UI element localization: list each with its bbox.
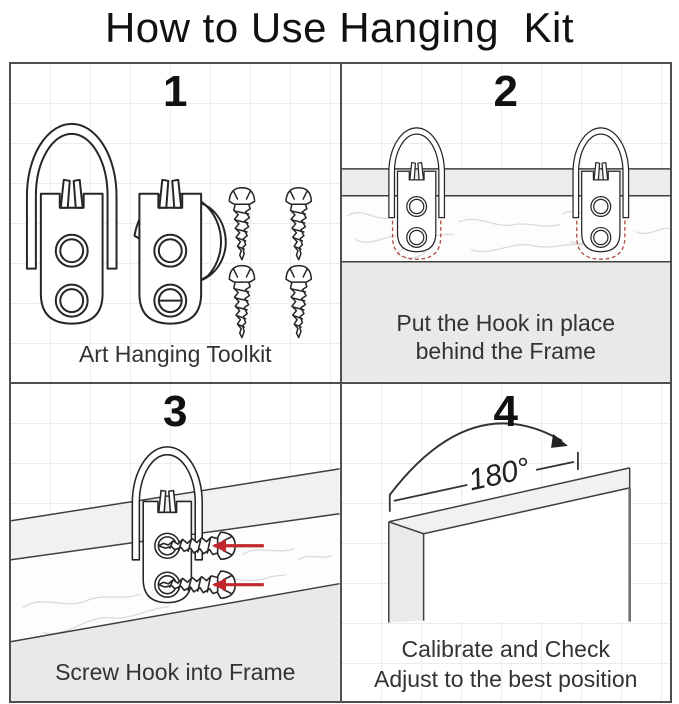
caption-line: Adjust to the best position — [374, 665, 638, 692]
step-caption-3 — [11, 658, 340, 686]
step-number-4: 4 — [493, 386, 518, 436]
screw-icon — [286, 266, 311, 338]
caption-line: behind the Frame — [415, 338, 596, 364]
steps-grid — [9, 62, 672, 703]
step-number-1: 1 — [163, 67, 188, 116]
screw-icon — [229, 188, 254, 260]
screw-icon — [286, 188, 311, 260]
step-panel-3 — [10, 383, 341, 703]
caption-line: Art Hanging Toolkit — [78, 341, 272, 367]
step-caption-4 — [342, 634, 671, 694]
d-ring-hanger-icon — [27, 124, 117, 324]
d-ring-hanger-icon — [573, 128, 629, 252]
caption-line: Calibrate and Check — [401, 635, 610, 662]
folded-d-ring-hanger-icon — [134, 180, 225, 324]
screw-icon — [229, 266, 254, 338]
step-panel-1 — [10, 63, 341, 383]
step-number-2: 2 — [493, 67, 518, 116]
step-panel-4 — [341, 383, 672, 703]
page-title: How to Use Hanging Kit — [104, 4, 575, 51]
step-panel-2 — [341, 63, 672, 383]
step-caption-1 — [11, 340, 340, 368]
caption-line: Put the Hook in place — [396, 310, 616, 336]
step-caption-2 — [342, 309, 671, 365]
screws-group — [229, 188, 311, 338]
frame-side-face — [388, 521, 423, 622]
step-number-3: 3 — [163, 386, 188, 436]
caption-line: Screw Hook into Frame — [55, 658, 296, 685]
d-ring-hanger-icon — [388, 128, 444, 252]
angle-label: 180° — [465, 451, 533, 497]
